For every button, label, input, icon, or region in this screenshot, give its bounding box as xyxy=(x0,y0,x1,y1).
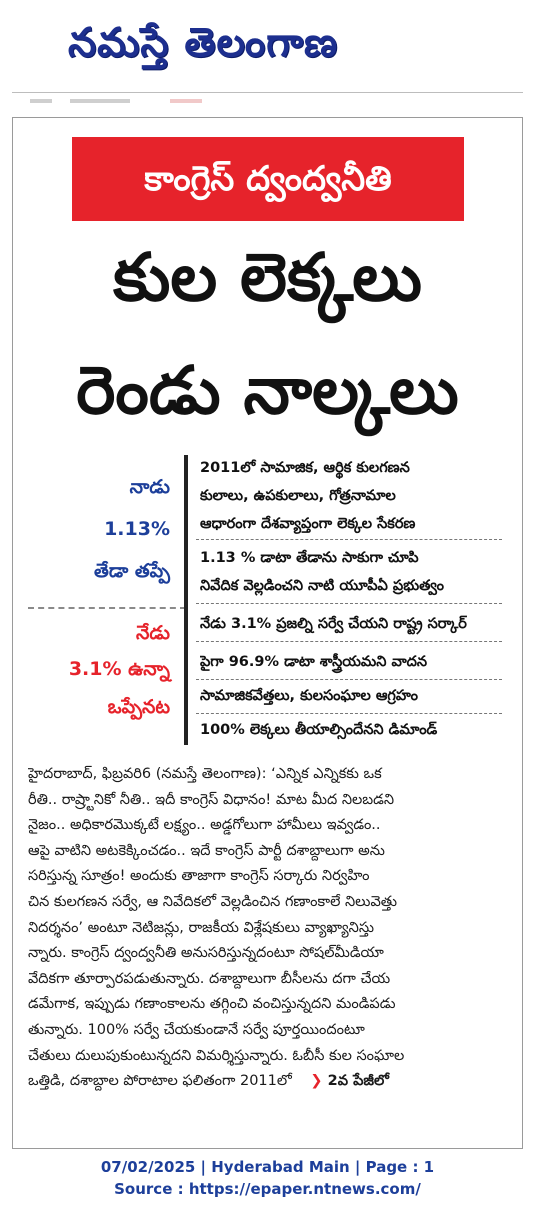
headline-line-2: రెండు నాల్కలు xyxy=(76,352,459,429)
key-point-divider xyxy=(196,679,502,680)
body-line: చిన కులగణన సర్వే, ఆ నివేదికలో వెల్లడించిన గణాంకాలే నిలువెత్తు xyxy=(28,893,398,910)
article-body xyxy=(28,762,508,1132)
masthead-decoration xyxy=(30,99,210,103)
key-point-divider xyxy=(196,713,502,714)
key-point: కులాలు, ఉపకులాలు, గోత్రనామాల xyxy=(200,488,396,504)
body-line: నిదర్శనం’ అంటూ నెటిజన్లు, రాజకీయ విశ్లేషకులు వ్యాఖ్యానిస్తు xyxy=(28,919,375,936)
masthead xyxy=(0,0,535,92)
kicker-banner: కాంగ్రెస్‌ ద్వంద్వనీతి xyxy=(72,137,464,221)
comparison-divider xyxy=(28,607,186,609)
key-point: 100% లెక్కలు తీయాల్సిందేనని డిమాండ్‌ xyxy=(200,722,438,738)
now-label: నేడు xyxy=(136,622,170,644)
then-value: 1.13% xyxy=(104,518,170,540)
epaper-footer xyxy=(0,1156,535,1200)
body-line: తున్నారు. 100% సర్వే చేయకుండానే సర్వే పూర్తయిందంటూ xyxy=(28,1021,365,1038)
key-point-divider xyxy=(196,539,502,540)
source-link[interactable]: Source : https://epaper.ntnews.com/ xyxy=(114,1180,421,1198)
body-line-text: ఒత్తిడి, దశాబ్దాల పోరాటాల ఫలితంగా 2011లో xyxy=(28,1073,292,1090)
chevron-right-icon: ❯ xyxy=(310,1073,323,1090)
key-point: ఆధారంగా దేశవ్యాప్తంగా లెక్కల సేకరణ xyxy=(200,516,416,532)
key-point-divider xyxy=(196,641,502,642)
body-line: న్నారు. కాంగ్రెస్‌ ద్వంద్వనీతి అనుసరిస్తున్నదంటూ సోషల్‌మీడియా xyxy=(28,945,384,962)
key-point: సామాజికవేత్తలు, కులసంఘాల ఆగ్రహం xyxy=(200,688,419,704)
key-point: 2011లో సామాజిక, ఆర్థిక కులగణన xyxy=(200,460,410,476)
key-point: నివేదిక వెల్లడించని నాటి యూపీఏ ప్రభుత్వం xyxy=(200,578,444,594)
continued-on-page-link[interactable] xyxy=(310,1073,389,1089)
edition-info: 07/02/2025 | Hyderabad Main | Page : 1 xyxy=(100,1158,435,1176)
key-point: పైగా 96.9% డాటా శాస్త్రీయమని వాదన xyxy=(200,654,428,670)
then-description: తేడా తప్పే xyxy=(94,560,170,582)
body-line: రీతి.. రాష్ర్టానికో నీతి.. ఇదీ కాంగ్రెస్‌ విధానం! మాట మీద నిలబడని xyxy=(28,791,395,808)
body-line: ఆపై వాటిని అటకెక్కించడం.. ఇదే కాంగ్రెస్‌ పార్టీ దశాబ్దాలుగా అను xyxy=(28,842,385,859)
key-point: నేడు 3.1% ప్రజల్ని సర్వే చేయని రాష్ట్ర సర్కార్‌ xyxy=(200,616,467,632)
body-line: నైజం.. అధికారమొక్కటే లక్ష్యం.. అడ్డగోలుగా హామీలు ఇవ్వడం.. xyxy=(28,817,381,834)
body-line: సరిస్తున్న సూత్రం! అందుకు తాజాగా కాంగ్రెస్‌ సర్కారు నిర్వహిం xyxy=(28,868,370,885)
body-line: వేదికగా తూర్పారపడుతున్నారు. దశాబ్దాలుగా బీసీలను దగా చేయ xyxy=(28,970,391,987)
masthead-rule xyxy=(12,92,523,93)
key-point-divider xyxy=(196,603,502,604)
now-value: 3.1% ఉన్నా xyxy=(68,658,170,680)
key-point: 1.13 % డాటా తేడాను సాకుగా చూపి xyxy=(200,550,419,566)
body-line xyxy=(28,1069,508,1095)
now-description: ఒప్పేనట xyxy=(107,696,170,718)
body-line: హైదరాబాద్‌, ఫిబ్రవరి6 (నమస్తే తెలంగాణ): ‘ఎన్నిక ఎన్నికకు ఒక xyxy=(28,766,382,782)
continued-on-page-text: 2వ పేజీలో xyxy=(327,1073,389,1090)
comparison-panel xyxy=(18,452,178,742)
body-line: డమేగాక, ఇప్పుడు గణాంకాలను తగ్గించి వంచిస్తున్నదని మండిపడు xyxy=(28,996,396,1013)
newspaper-logo-title: నమస్తే తెలంగాణ xyxy=(68,19,339,66)
then-label: నాడు xyxy=(129,476,170,498)
key-points-box xyxy=(184,455,504,745)
body-line: చేతులు దులుపుకుంటున్నదని విమర్శిస్తున్నారు. ఓబీసీ కుల సంఘాల xyxy=(28,1047,405,1064)
headline-line-1: కుల లెక్కలు xyxy=(113,239,422,316)
